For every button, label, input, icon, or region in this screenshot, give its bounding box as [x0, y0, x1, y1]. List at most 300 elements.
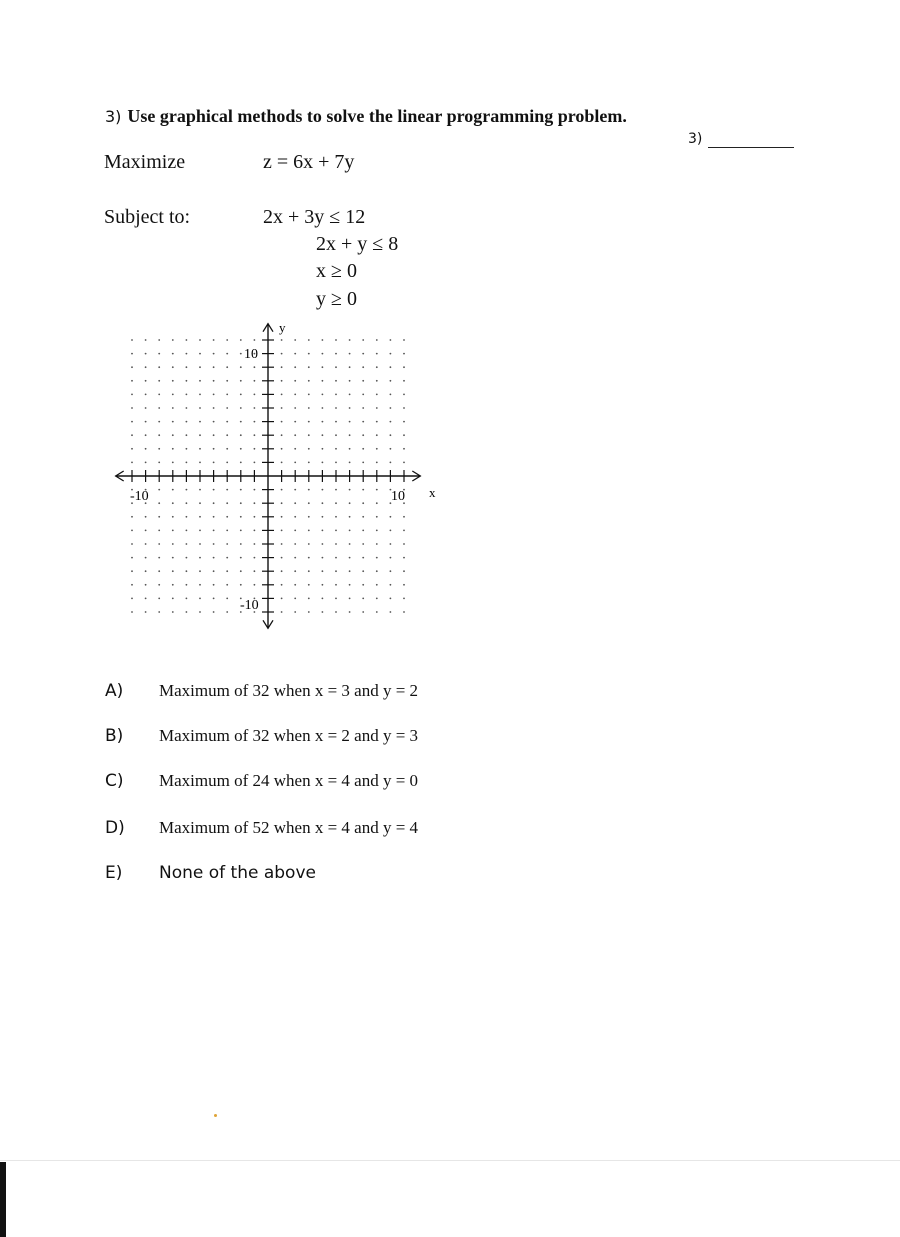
grid-dot [294, 516, 296, 518]
grid-dot [131, 434, 133, 436]
grid-dot [335, 434, 337, 436]
grid-dot [362, 462, 364, 464]
choice-letter: D) [105, 818, 125, 838]
grid-dot [403, 611, 405, 613]
grid-dot [240, 380, 242, 382]
grid-dot [172, 394, 174, 396]
grid-dot [362, 584, 364, 586]
grid-dot [213, 570, 215, 572]
grid-dot [281, 584, 283, 586]
grid-dot [403, 570, 405, 572]
grid-dot [349, 557, 351, 559]
grid-dot [131, 407, 133, 409]
grid-dot [362, 380, 364, 382]
grid-dot [213, 584, 215, 586]
grid-dot [186, 421, 188, 423]
grid-dot [281, 421, 283, 423]
grid-dot [281, 516, 283, 518]
grid-dot [158, 339, 160, 341]
grid-dot [322, 570, 324, 572]
grid-dot [349, 339, 351, 341]
grid-dot [403, 407, 405, 409]
grid-dot [322, 421, 324, 423]
grid-dot [186, 543, 188, 545]
grid-dot [131, 448, 133, 450]
grid-dot [199, 584, 201, 586]
objective-function: z = 6x + 7y [263, 151, 355, 173]
grid-dot [240, 366, 242, 368]
grid-dot [172, 584, 174, 586]
grid-dot [349, 570, 351, 572]
grid-dot [308, 434, 310, 436]
grid-dot [308, 570, 310, 572]
grid-dot [213, 380, 215, 382]
grid-dot [145, 394, 147, 396]
grid-dot [308, 366, 310, 368]
choice-letter: B) [105, 726, 124, 746]
grid-dot [226, 462, 228, 464]
grid-dot [240, 557, 242, 559]
grid-dot [131, 530, 133, 532]
grid-dot [294, 421, 296, 423]
grid-dot [131, 339, 133, 341]
grid-dot [254, 421, 256, 423]
grid-dot [294, 598, 296, 600]
grid-dot [376, 407, 378, 409]
grid-dot [186, 570, 188, 572]
grid-dot [186, 407, 188, 409]
scan-speck [214, 1114, 217, 1117]
grid-dot [294, 611, 296, 613]
grid-dot [362, 339, 364, 341]
grid-dot [390, 407, 392, 409]
grid-dot [199, 339, 201, 341]
grid-dot [308, 557, 310, 559]
grid-dot [131, 584, 133, 586]
grid-dot [240, 353, 242, 355]
question-text: Use graphical methods to solve the linear programming problem. [127, 106, 627, 126]
grid-dot [390, 421, 392, 423]
grid-dot [376, 339, 378, 341]
grid-dot [403, 380, 405, 382]
grid-dot [403, 339, 405, 341]
grid-dot [376, 598, 378, 600]
grid-dot [226, 448, 228, 450]
grid-dot [254, 407, 256, 409]
grid-dot [172, 407, 174, 409]
grid-dot [335, 380, 337, 382]
grid-dot [145, 366, 147, 368]
grid-dot [376, 448, 378, 450]
grid-dot [172, 462, 174, 464]
grid-dot [145, 407, 147, 409]
grid-dot [376, 394, 378, 396]
scan-edge [0, 1160, 900, 1161]
grid-dot [349, 434, 351, 436]
grid-dot [362, 530, 364, 532]
grid-dot [390, 516, 392, 518]
grid-dot [213, 611, 215, 613]
grid-dot [281, 434, 283, 436]
constraint: 2x + 3y ≤ 12 [263, 206, 366, 228]
grid-dot [226, 543, 228, 545]
x-axis-label: x [429, 485, 436, 500]
grid-dot [322, 584, 324, 586]
grid-dot [186, 557, 188, 559]
grid-dot [145, 570, 147, 572]
grid-dot [240, 543, 242, 545]
grid-dot [254, 530, 256, 532]
grid-dot [281, 380, 283, 382]
grid-dot [362, 598, 364, 600]
grid-dot [376, 557, 378, 559]
grid-dot [199, 502, 201, 504]
constraint: y ≥ 0 [316, 288, 357, 310]
grid-dot [349, 516, 351, 518]
grid-dot [281, 339, 283, 341]
grid-dot [213, 434, 215, 436]
grid-dot [254, 584, 256, 586]
grid-dot [322, 462, 324, 464]
grid-dot [240, 530, 242, 532]
grid-dot [308, 462, 310, 464]
grid-dot [349, 489, 351, 491]
grid-dot [186, 434, 188, 436]
grid-dot [294, 380, 296, 382]
grid-dot [335, 557, 337, 559]
grid-dot [308, 584, 310, 586]
choice-d[interactable]: Maximum of 52 when x = 4 and y = 4 [159, 818, 419, 837]
grid-dot [349, 502, 351, 504]
grid-dot [281, 366, 283, 368]
grid-dot [254, 570, 256, 572]
choice-b[interactable]: Maximum of 32 when x = 2 and y = 3 [159, 726, 419, 745]
grid-dot [240, 570, 242, 572]
grid-dot [349, 380, 351, 382]
grid-dot [281, 448, 283, 450]
grid-dot [335, 530, 337, 532]
grid-dot [145, 611, 147, 613]
grid-dot [254, 366, 256, 368]
choice-letter: C) [105, 771, 124, 791]
grid-dot [335, 339, 337, 341]
grid-dot [308, 530, 310, 532]
grid-dot [240, 339, 242, 341]
grid-dot [145, 584, 147, 586]
grid-dot [172, 339, 174, 341]
grid-dot [362, 394, 364, 396]
grid-dot [145, 516, 147, 518]
grid-dot [294, 530, 296, 532]
grid-dot [281, 353, 283, 355]
grid-dot [213, 353, 215, 355]
grid-dot [226, 557, 228, 559]
grid-dot [172, 502, 174, 504]
grid-dot [349, 530, 351, 532]
grid-dot [240, 394, 242, 396]
grid-dot [213, 448, 215, 450]
grid-dot [172, 380, 174, 382]
grid-dot [403, 462, 405, 464]
grid-dot [172, 598, 174, 600]
grid-dot [254, 557, 256, 559]
grid-dot [226, 394, 228, 396]
grid-dot [158, 557, 160, 559]
grid-dot [349, 448, 351, 450]
grid-dot [186, 448, 188, 450]
grid-dot [308, 380, 310, 382]
grid-dot [131, 380, 133, 382]
grid-dot [281, 502, 283, 504]
grid-dot [376, 380, 378, 382]
grid-dot [240, 489, 242, 491]
grid-dot [213, 530, 215, 532]
grid-dot [294, 502, 296, 504]
grid-dot [213, 557, 215, 559]
grid-dot [240, 584, 242, 586]
choice-letter: E) [105, 863, 123, 883]
grid-dot [294, 366, 296, 368]
grid-dot [335, 462, 337, 464]
grid-dot [281, 570, 283, 572]
choice-e[interactable]: None of the above [159, 863, 316, 883]
grid-dot [390, 543, 392, 545]
grid-dot [199, 611, 201, 613]
question-number: 3) [105, 107, 122, 126]
grid-dot [199, 516, 201, 518]
grid-dot [226, 570, 228, 572]
grid-dot [213, 516, 215, 518]
grid-dot [322, 598, 324, 600]
grid-dot [335, 570, 337, 572]
grid-dot [362, 543, 364, 545]
grid-dot [281, 598, 283, 600]
grid-dot [362, 421, 364, 423]
grid-dot [281, 611, 283, 613]
grid-dot [172, 530, 174, 532]
grid-dot [131, 366, 133, 368]
answer-number: 3) [688, 131, 703, 147]
grid-dot [131, 421, 133, 423]
grid-dot [308, 407, 310, 409]
grid-dot [349, 598, 351, 600]
grid-dot [226, 611, 228, 613]
grid-dot [294, 557, 296, 559]
grid-dot [172, 421, 174, 423]
grid-dot [172, 557, 174, 559]
grid-dot [294, 584, 296, 586]
grid-dot [213, 366, 215, 368]
grid-dot [362, 502, 364, 504]
grid-dot [186, 339, 188, 341]
grid-dot [158, 394, 160, 396]
grid-dot [322, 557, 324, 559]
grid-dot [213, 394, 215, 396]
choice-letter: A) [105, 681, 124, 701]
grid-dot [158, 462, 160, 464]
grid-dot [213, 598, 215, 600]
y-max-label: 10 [244, 347, 258, 362]
grid-dot [362, 366, 364, 368]
grid-dot [403, 366, 405, 368]
grid-dot [322, 516, 324, 518]
grid-dot [226, 339, 228, 341]
grid-dot [213, 407, 215, 409]
grid-dot [335, 448, 337, 450]
grid-dot [240, 462, 242, 464]
grid-dot [254, 502, 256, 504]
grid-dot [158, 584, 160, 586]
grid-dot [335, 421, 337, 423]
grid-dot [158, 421, 160, 423]
grid-dot [199, 598, 201, 600]
grid-dot [403, 530, 405, 532]
grid-dot [186, 611, 188, 613]
grid-dot [335, 366, 337, 368]
grid-dot [145, 557, 147, 559]
grid-dot [376, 570, 378, 572]
grid-dot [390, 598, 392, 600]
grid-dot [349, 611, 351, 613]
grid-dot [335, 598, 337, 600]
x-max-label: 10 [391, 489, 405, 504]
grid-dot [308, 516, 310, 518]
grid-dot [376, 353, 378, 355]
grid-dot [403, 598, 405, 600]
grid-dot [240, 421, 242, 423]
grid-dot [294, 543, 296, 545]
grid-dot [376, 530, 378, 532]
grid-dot [158, 434, 160, 436]
grid-dot [199, 530, 201, 532]
grid-dot [349, 584, 351, 586]
grid-dot [322, 543, 324, 545]
grid-dot [294, 353, 296, 355]
grid-dot [322, 489, 324, 491]
grid-dot [322, 353, 324, 355]
grid-dot [186, 598, 188, 600]
grid-dot [158, 489, 160, 491]
grid-dot [390, 530, 392, 532]
grid-dot [335, 543, 337, 545]
grid-dot [294, 339, 296, 341]
grid-dot [226, 516, 228, 518]
grid-dot [172, 366, 174, 368]
y-axis-label: y [279, 320, 286, 335]
grid-dot [226, 530, 228, 532]
grid-dot [145, 462, 147, 464]
objective-label: Maximize [104, 151, 186, 173]
grid-dot [376, 502, 378, 504]
grid-dot [254, 339, 256, 341]
grid-dot [145, 353, 147, 355]
grid-dot [199, 353, 201, 355]
grid-dot [145, 380, 147, 382]
grid-dot [349, 407, 351, 409]
grid-dot [403, 543, 405, 545]
grid-dot [308, 353, 310, 355]
grid-dot [240, 434, 242, 436]
grid-dot [240, 502, 242, 504]
grid-dot [335, 394, 337, 396]
grid-dot [213, 489, 215, 491]
grid-dot [158, 366, 160, 368]
grid-dot [254, 489, 256, 491]
constraint: 2x + y ≤ 8 [316, 233, 399, 255]
grid-dot [213, 462, 215, 464]
grid-dot [349, 394, 351, 396]
grid-dot [199, 489, 201, 491]
grid-dot [294, 394, 296, 396]
grid-dot [254, 394, 256, 396]
grid-dot [308, 502, 310, 504]
grid-dot [158, 611, 160, 613]
constraints-label: Subject to: [104, 206, 191, 228]
grid-dot [308, 598, 310, 600]
grid-dot [186, 394, 188, 396]
grid-dot [199, 394, 201, 396]
grid-dot [172, 489, 174, 491]
grid-dot [226, 598, 228, 600]
grid-dot [254, 516, 256, 518]
grid-dot [213, 339, 215, 341]
grid-dot [390, 462, 392, 464]
grid-dot [226, 407, 228, 409]
grid-dot [322, 530, 324, 532]
grid-dot [254, 543, 256, 545]
grid-dot [294, 434, 296, 436]
grid-dot [158, 530, 160, 532]
grid-dot [131, 557, 133, 559]
grid-dot [390, 448, 392, 450]
grid-dot [131, 394, 133, 396]
grid-dot [186, 516, 188, 518]
grid-dot [145, 421, 147, 423]
grid-dot [254, 448, 256, 450]
grid-dot [213, 421, 215, 423]
grid-dot [158, 448, 160, 450]
choice-c[interactable]: Maximum of 24 when x = 4 and y = 0 [159, 771, 419, 790]
grid-dot [226, 380, 228, 382]
grid-dot [131, 598, 133, 600]
grid-dot [226, 434, 228, 436]
grid-dot [335, 516, 337, 518]
grid-dot [390, 557, 392, 559]
grid-dot [308, 339, 310, 341]
grid-dot [199, 543, 201, 545]
scan-edge-bar [0, 1162, 6, 1237]
grid-dot [335, 407, 337, 409]
grid-dot [199, 407, 201, 409]
grid-dot [322, 448, 324, 450]
grid-dot [349, 543, 351, 545]
grid-dot [390, 611, 392, 613]
grid-dot [158, 516, 160, 518]
grid-dot [322, 394, 324, 396]
grid-dot [390, 434, 392, 436]
grid-dot [199, 462, 201, 464]
grid-dot [322, 611, 324, 613]
grid-dot [199, 380, 201, 382]
choice-a[interactable]: Maximum of 32 when x = 3 and y = 2 [159, 681, 419, 700]
grid-dot [308, 543, 310, 545]
grid-dot [131, 353, 133, 355]
grid-dot [349, 366, 351, 368]
grid-dot [131, 570, 133, 572]
grid-dot [403, 557, 405, 559]
grid-dot [308, 394, 310, 396]
grid-dot [145, 543, 147, 545]
